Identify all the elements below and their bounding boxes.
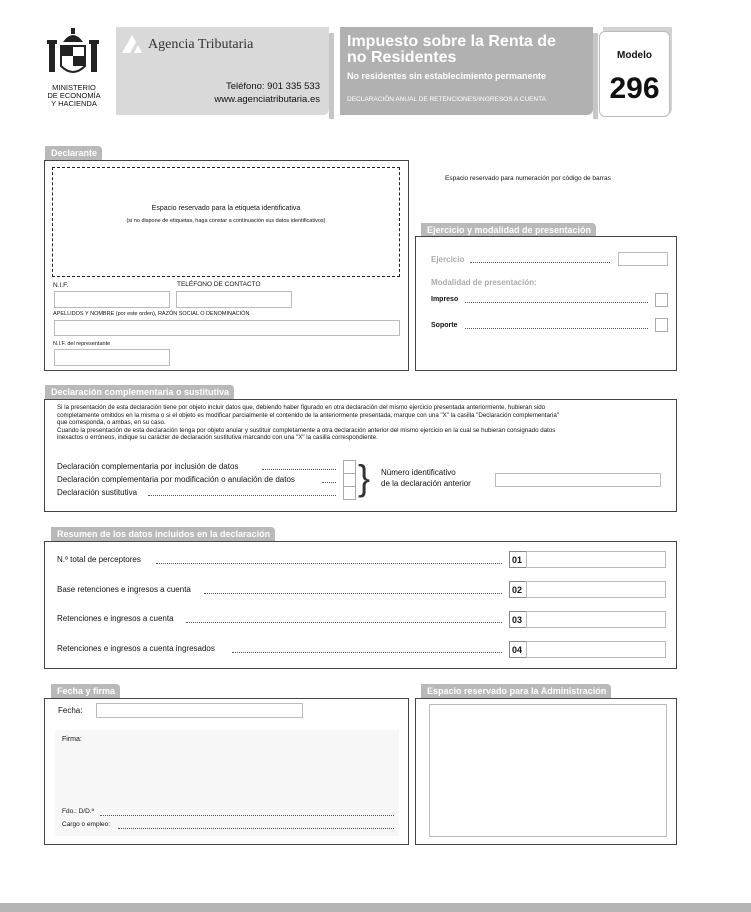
soporte-dots: [465, 328, 648, 329]
label-area-subtext: (si no dispone de etiquetas, haga constar a continuación sus datos identificativos): [126, 218, 326, 224]
complementaria-instructions: Si la presentación de esta declaración tiene por objeto incluir datos que, debiendo haber figurado en otra declaración del mismo ejercicio presentada anteriormente, hubieran sido completamente omitidos en la misma o si el objeto es modificar parcialmente el contenido de la anteriormente presentada, marque con una "X" la casilla "Declaración complementaria" que corresponda, o ambas, en su caso. Cuando la presentación de esta declaración tenga por objeto anular y sustituir completamente a otra declaración anterior del mismo ejercicio en la cual se hubieran consignado datos inexactos o erróneos, indique su carácter de declaración sustitutiva marcando con una "X" la casilla correspondiente.: [57, 404, 559, 442]
resumen-row-code: 04: [512, 645, 523, 655]
brace-icon: }: [358, 457, 371, 498]
name-label: APELLIDOS Y NOMBRE (por este orden), RAZÓN SOCIAL O DENOMINACIÓN: [53, 311, 250, 317]
phone-label: TELÉFONO DE CONTACTO: [177, 281, 261, 288]
tax-subtitle-2: DECLARACIÓN ANUAL DE RETENCIONES/INGRESOS A CUENTA: [347, 96, 547, 103]
admin-inner-box: [429, 704, 667, 837]
numero-anterior-field[interactable]: [495, 473, 661, 487]
opt2-dots: [322, 482, 336, 483]
ejercicio-dots: [470, 262, 610, 263]
admin-tab: Espacio reservado para la Administración: [421, 684, 611, 698]
row3-dots: [186, 622, 502, 623]
cargo-dots: [118, 828, 394, 829]
row4-dots: [232, 652, 502, 653]
nif-representative-field[interactable]: [54, 349, 170, 366]
sustitutiva-checkbox[interactable]: [343, 486, 356, 500]
fdo-label: Fdo.: D/D.ª: [62, 808, 95, 815]
name-field[interactable]: [54, 320, 400, 336]
phone-field[interactable]: [176, 291, 292, 308]
resumen-row-label: Retenciones e ingresos a cuenta ingresados: [57, 644, 215, 653]
footer-bar: [0, 903, 751, 912]
resumen-row-code: 01: [512, 555, 523, 565]
perceptores-field[interactable]: [526, 551, 666, 568]
fecha-field[interactable]: [96, 703, 303, 718]
label-area-text: Espacio reservado para la etiqueta identificativa: [151, 205, 301, 212]
resumen-row-code: 03: [512, 615, 523, 625]
sustitutiva-label: Declaración sustitutiva: [57, 488, 138, 497]
nif-label: N.I.F.: [53, 282, 69, 289]
ejercicio-field[interactable]: [618, 252, 668, 266]
spain-coat-of-arms-icon: [47, 28, 99, 82]
resumen-row-label: Retenciones e ingresos a cuenta: [57, 614, 174, 623]
cargo-label: Cargo o empleo:: [62, 821, 111, 828]
firma-label: Firma:: [62, 736, 82, 743]
complementaria-tab: Declaración complementaria o sustitutiva: [45, 385, 234, 399]
title-box-shadow: [593, 33, 598, 119]
retenciones-field[interactable]: [526, 611, 666, 628]
nif-representative-label: N.I.F. del representante: [53, 341, 111, 347]
complementaria-modificacion-checkbox[interactable]: [343, 473, 356, 487]
agency-website: www.agenciatributaria.es: [214, 94, 320, 105]
resumen-tab: Resumen de los datos incluidos en la declaración: [51, 527, 275, 541]
barcode-note: Espacio reservado para numeración por código de barras: [445, 175, 611, 182]
soporte-label: Soporte: [431, 322, 458, 329]
impreso-checkbox[interactable]: [655, 293, 668, 307]
base-retenciones-field[interactable]: [526, 581, 666, 598]
opt3-dots: [148, 495, 336, 496]
ministry-name: MINISTERIO DE ECONOMÍA Y HACIENDA: [47, 83, 101, 108]
row2-dots: [204, 593, 502, 594]
modelo-label: Modelo: [617, 50, 652, 61]
ejercicio-label: Ejercicio: [431, 255, 465, 264]
opt1-dots: [262, 469, 336, 470]
agency-box-shadow: [329, 33, 334, 119]
numero-anterior-label: Número identificativo de la declaración anterior: [381, 468, 471, 488]
resumen-row-label: Base retenciones e ingresos a cuenta: [57, 585, 191, 594]
fdo-dots: [100, 815, 394, 816]
impreso-dots: [465, 302, 648, 303]
agency-name: Agencia Tributaria: [148, 37, 254, 52]
fecha-tab: Fecha y firma: [51, 684, 120, 698]
complementaria-modificacion-label: Declaración complementaria por modificación o anulación de datos: [57, 475, 295, 484]
complementaria-inclusion-checkbox[interactable]: [343, 460, 356, 474]
nif-field[interactable]: [54, 291, 170, 308]
retenciones-ingresados-field[interactable]: [526, 641, 666, 658]
modalidad-label: Modalidad de presentación:: [431, 278, 537, 287]
agency-logo-icon: [120, 33, 144, 58]
fecha-label: Fecha:: [58, 706, 83, 715]
soporte-checkbox[interactable]: [655, 318, 668, 332]
tax-title: Impuesto sobre la Renta de no Residentes: [347, 33, 556, 66]
modelo-number: 296: [609, 72, 660, 105]
complementaria-inclusion-label: Declaración complementaria por inclusión de datos: [57, 462, 239, 471]
resumen-row-label: N.º total de perceptores: [57, 555, 141, 564]
agency-phone: Teléfono: 901 335 533: [225, 81, 320, 92]
row1-dots: [156, 563, 502, 564]
impreso-label: Impreso: [431, 296, 459, 303]
tax-subtitle: No residentes sin establecimiento permanente: [347, 71, 547, 81]
declarante-tab: Declarante: [45, 146, 102, 160]
ejercicio-tab: Ejercicio y modalidad de presentación: [421, 223, 596, 237]
resumen-row-code: 02: [512, 585, 523, 595]
